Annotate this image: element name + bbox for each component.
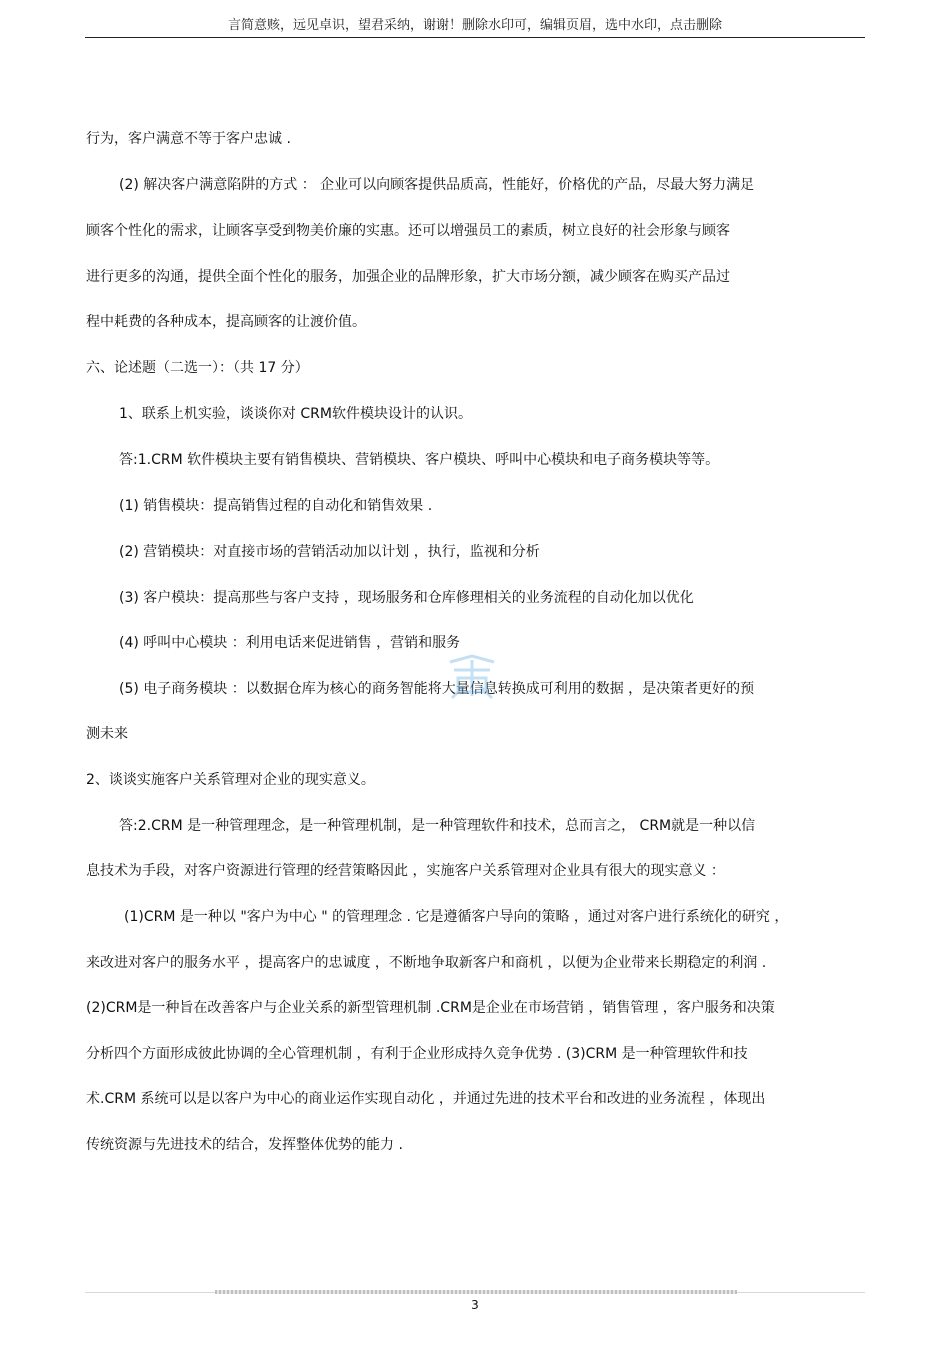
- page-header: 言简意赅，远见卓识，望君采纳，谢谢！删除水印可，编辑页眉，选中水印，点击删除: [227, 18, 722, 33]
- body-line: 传统资源与先进技术的结合，发挥整体优势的能力 .: [86, 1137, 403, 1153]
- list-item: (3) 客户模块：提高那些与客户支持 ，现场服务和仓库修理相关的业务流程的自动化加以优化: [119, 590, 694, 606]
- header-divider: [85, 37, 865, 38]
- list-item: (1) 销售模块：提高销售过程的自动化和销售效果 .: [119, 498, 433, 514]
- body-line: 分析四个方面形成彼此协调的全心管理机制 ，有利于企业形成持久竞争优势 . (3)CRM 是一种管理软件和技: [86, 1046, 748, 1062]
- body-line: 答:1.CRM 软件模块主要有销售模块、营销模块、客户模块、呼叫中心模块和电子商务模块等等。: [119, 452, 720, 468]
- body-line: 顾客个性化的需求，让顾客享受到物美价廉的实惠。还可以增强员工的素质，树立良好的社会形象与顾客: [86, 223, 730, 239]
- page-number: 3: [471, 1298, 479, 1312]
- section-heading: 六、论述题（二选一）：（共 17 分）: [86, 360, 309, 376]
- body-line: 答:2.CRM 是一种管理理念，是一种管理机制，是一种管理软件和技术，总而言之， CRM就是一种以信: [119, 818, 756, 834]
- body-line: (1)CRM 是一种以 "客户为中心 " 的管理理念 . 它是遵循客户导向的策略 ，通过对客户进行系统化的研究 ，: [124, 909, 789, 925]
- body-line: (2)CRM是一种旨在改善客户与企业关系的新型管理机制 .CRM是企业在市场营销 ，销售管理 ，客户服务和决策: [86, 1000, 775, 1016]
- body-line: 来改进对客户的服务水平 ，提高客户的忠诚度 ，不断地争取新客户和商机 ，以便为企业带来长期稳定的利润 .: [86, 955, 767, 971]
- body-line: (2) 解决客户满意陷阱的方式 ： 企业可以向顾客提供品质高，性能好，价格优的产品，尽最大努力满足: [119, 177, 755, 193]
- list-item: (2) 营销模块：对直接市场的营销活动加以计划 ，执行，监视和分析: [119, 544, 540, 560]
- body-line: 术.CRM 系统可以是以客户为中心的商业运作实现自动化 ，并通过先进的技术平台和改进的业务流程 ，体现出: [86, 1091, 766, 1107]
- watermark-icon: [442, 652, 502, 702]
- list-item: (4) 呼叫中心模块 ：利用电话来促进销售 ，营销和服务: [119, 635, 461, 651]
- question-title: 2、谈谈实施客户关系管理对企业的现实意义。: [86, 772, 375, 788]
- body-line: 程中耗费的各种成本，提高顾客的让渡价值。: [86, 314, 366, 330]
- body-line: 行为，客户满意不等于客户忠诚 .: [86, 131, 291, 147]
- list-item: (5) 电子商务模块 ：以数据仓库为核心的商务智能将大量信息转换成可利用的数据 ，是决策者更好的预: [119, 681, 755, 697]
- body-line: 测未来: [86, 726, 128, 742]
- body-line: 息技术为手段，对客户资源进行管理的经营策略因此 ，实施客户关系管理对企业具有很大的现实意义 ：: [86, 863, 725, 879]
- question-title: 1、联系上机实验，谈谈你对 CRM软件模块设计的认识。: [119, 406, 472, 422]
- footer-decoration: [215, 1290, 737, 1294]
- body-line: 进行更多的沟通，提供全面个性化的服务，加强企业的品牌形象，扩大市场分额，减少顾客在购买产品过: [86, 269, 730, 285]
